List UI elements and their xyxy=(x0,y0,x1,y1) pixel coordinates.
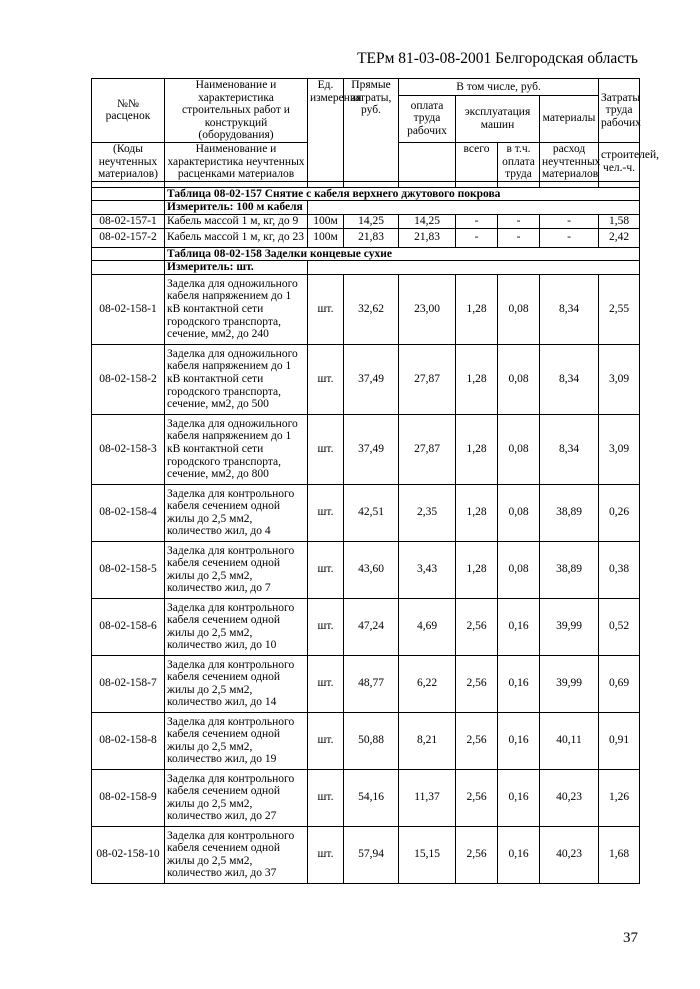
section-measure-row xyxy=(92,201,640,215)
header-code: №№ расценок xyxy=(92,79,165,143)
header-name: Наименование и характеристика строительных работ и конструкций (оборудования) xyxy=(165,79,308,143)
rate-code: 08-02-158-4 xyxy=(92,484,165,541)
rate-unit: шт. xyxy=(308,598,344,655)
page-number: 37 xyxy=(623,930,638,946)
header-unit: Ед. измерения xyxy=(308,79,344,182)
rate-unit: шт. xyxy=(308,344,344,414)
rate-direct-cost: 43,60 xyxy=(344,541,399,598)
rate-code: 08-02-158-9 xyxy=(92,769,165,826)
section-title: Таблица 08-02-157 Снятие с кабеля верхнего джутового покрова xyxy=(165,187,640,201)
rate-machines-pay: 0,16 xyxy=(498,769,540,826)
header-machines: эксплуатация машин xyxy=(456,95,540,142)
section-title-blank xyxy=(92,187,165,201)
rate-direct-cost: 42,51 xyxy=(344,484,399,541)
rate-labor: 2,42 xyxy=(599,228,640,247)
rate-code: 08-02-157-1 xyxy=(92,214,165,228)
rate-machines-pay: 0,08 xyxy=(498,484,540,541)
rate-direct-cost: 14,25 xyxy=(344,214,399,228)
rate-materials: - xyxy=(540,214,599,228)
table-row xyxy=(92,274,640,344)
rate-unit: шт. xyxy=(308,826,344,883)
rate-labor-pay: 6,22 xyxy=(399,655,456,712)
section-measure: Измеритель: шт. xyxy=(165,261,308,275)
rate-materials: - xyxy=(540,228,599,247)
rate-unit: шт. xyxy=(308,274,344,344)
rate-labor-pay: 21,83 xyxy=(399,228,456,247)
rate-labor: 3,09 xyxy=(599,414,640,484)
header-materials: материалы xyxy=(540,95,599,142)
rate-machines-pay: 0,16 xyxy=(498,826,540,883)
rate-machines-pay: 0,16 xyxy=(498,655,540,712)
header-mat-cons: расход неучтенных материалов xyxy=(540,142,599,181)
rate-name: Заделка для одножильного кабеля напряжением до 1 кВ контактной сети городского транспорта, сечение, мм2, до 500 xyxy=(165,344,308,414)
page-header: ТЕРм 81-03-08-2001 Белгородская область xyxy=(357,50,638,67)
rate-code: 08-02-158-6 xyxy=(92,598,165,655)
rate-machines-pay: 0,16 xyxy=(498,712,540,769)
rate-name: Заделка для одножильного кабеля напряжением до 1 кВ контактной сети городского транспорта, сечение, мм2, до 240 xyxy=(165,274,308,344)
header-mach-incl: в т.ч. оплата труда xyxy=(498,142,540,181)
rate-labor-pay: 27,87 xyxy=(399,414,456,484)
rate-materials: 40,23 xyxy=(540,769,599,826)
rate-labor-pay: 11,37 xyxy=(399,769,456,826)
section-measure-blank xyxy=(92,201,165,215)
rate-name: Кабель массой 1 м, кг, до 9 xyxy=(165,214,308,228)
rates-table xyxy=(91,78,659,884)
rate-labor: 0,52 xyxy=(599,598,640,655)
rate-name: Заделка для контрольного кабеля сечением одной жилы до 2,5 мм2, количество жил, до 37 xyxy=(165,826,308,883)
rate-labor-pay: 4,69 xyxy=(399,598,456,655)
rate-machines: 1,28 xyxy=(456,414,498,484)
rate-materials: 8,34 xyxy=(540,344,599,414)
header-code2: (Коды неучтенных материалов) xyxy=(92,142,165,181)
rate-labor-pay: 14,25 xyxy=(399,214,456,228)
rate-name: Заделка для контрольного кабеля сечением одной жилы до 2,5 мм2, количество жил, до 19 xyxy=(165,712,308,769)
rate-labor: 1,26 xyxy=(599,769,640,826)
rate-machines-pay: 0,08 xyxy=(498,414,540,484)
header-mach-total: всего xyxy=(456,142,498,181)
rate-unit: шт. xyxy=(308,414,344,484)
rate-labor-pay: 2,35 xyxy=(399,484,456,541)
rate-labor: 2,55 xyxy=(599,274,640,344)
section-title-row xyxy=(92,187,640,201)
rate-unit: шт. xyxy=(308,769,344,826)
rate-materials: 40,23 xyxy=(540,826,599,883)
rate-materials: 8,34 xyxy=(540,414,599,484)
rate-direct-cost: 50,88 xyxy=(344,712,399,769)
section-measure: Измеритель: 100 м кабеля xyxy=(165,201,308,215)
section-measure-fill xyxy=(308,261,640,275)
rate-code: 08-02-157-2 xyxy=(92,228,165,247)
rate-machines: 2,56 xyxy=(456,826,498,883)
rate-labor: 0,91 xyxy=(599,712,640,769)
rate-direct-cost: 37,49 xyxy=(344,344,399,414)
rate-materials: 39,99 xyxy=(540,655,599,712)
rate-materials: 39,99 xyxy=(540,598,599,655)
rate-code: 08-02-158-1 xyxy=(92,274,165,344)
table-row xyxy=(92,712,640,769)
rate-labor: 1,58 xyxy=(599,214,640,228)
header-labor2: строителей, чел.-ч. xyxy=(599,142,640,181)
rate-materials: 38,89 xyxy=(540,541,599,598)
header-name2: Наименование и характеристика неучтенных расценками материалов xyxy=(165,142,308,181)
table-row xyxy=(92,598,640,655)
rate-labor: 1,68 xyxy=(599,826,640,883)
rate-code: 08-02-158-5 xyxy=(92,541,165,598)
table-row xyxy=(92,769,640,826)
rate-labor: 0,26 xyxy=(599,484,640,541)
rate-direct-cost: 57,94 xyxy=(344,826,399,883)
rate-machines: - xyxy=(456,228,498,247)
header-direct: Прямые затраты, руб. xyxy=(344,79,399,182)
section-measure-fill xyxy=(308,201,640,215)
rate-machines: - xyxy=(456,214,498,228)
header-labor: Затраты труда рабочих xyxy=(599,79,640,143)
rate-machines-pay: 0,08 xyxy=(498,344,540,414)
table-row xyxy=(92,826,640,883)
rate-machines: 2,56 xyxy=(456,769,498,826)
rate-materials: 38,89 xyxy=(540,484,599,541)
rate-machines: 1,28 xyxy=(456,541,498,598)
rate-unit: шт. xyxy=(308,541,344,598)
rate-materials: 8,34 xyxy=(540,274,599,344)
rate-unit: 100м xyxy=(308,228,344,247)
table-row xyxy=(92,214,640,228)
table-row xyxy=(92,541,640,598)
rate-code: 08-02-158-2 xyxy=(92,344,165,414)
rate-machines-pay: 0,16 xyxy=(498,598,540,655)
rate-labor-pay: 3,43 xyxy=(399,541,456,598)
rate-code: 08-02-158-8 xyxy=(92,712,165,769)
section-title-row xyxy=(92,247,640,261)
rate-labor-pay: 23,00 xyxy=(399,274,456,344)
rate-machines: 2,56 xyxy=(456,598,498,655)
rate-machines: 1,28 xyxy=(456,344,498,414)
rate-direct-cost: 47,24 xyxy=(344,598,399,655)
rate-unit: шт. xyxy=(308,484,344,541)
rate-unit: шт. xyxy=(308,655,344,712)
section-title: Таблица 08-02-158 Заделки концевые сухие xyxy=(165,247,640,261)
rate-labor-pay: 8,21 xyxy=(399,712,456,769)
rate-direct-cost: 37,49 xyxy=(344,414,399,484)
rate-direct-cost: 32,62 xyxy=(344,274,399,344)
rate-name: Заделка для контрольного кабеля сечением одной жилы до 2,5 мм2, количество жил, до 14 xyxy=(165,655,308,712)
rate-machines-pay: 0,08 xyxy=(498,541,540,598)
rate-name: Заделка для контрольного кабеля сечением одной жилы до 2,5 мм2, количество жил, до 4 xyxy=(165,484,308,541)
rate-machines: 2,56 xyxy=(456,712,498,769)
rate-labor-pay: 15,15 xyxy=(399,826,456,883)
rate-direct-cost: 48,77 xyxy=(344,655,399,712)
rate-unit: 100м xyxy=(308,214,344,228)
rate-machines: 1,28 xyxy=(456,274,498,344)
section-title-blank xyxy=(92,247,165,261)
rate-name: Заделка для контрольного кабеля сечением одной жилы до 2,5 мм2, количество жил, до 27 xyxy=(165,769,308,826)
table-row xyxy=(92,655,640,712)
rate-code: 08-02-158-3 xyxy=(92,414,165,484)
rate-name: Заделка для контрольного кабеля сечением одной жилы до 2,5 мм2, количество жил, до 10 xyxy=(165,598,308,655)
section-measure-blank xyxy=(92,261,165,275)
rate-labor-pay: 27,87 xyxy=(399,344,456,414)
rate-labor: 0,69 xyxy=(599,655,640,712)
rate-name: Кабель массой 1 м, кг, до 23 xyxy=(165,228,308,247)
rate-labor: 0,38 xyxy=(599,541,640,598)
section-measure-row xyxy=(92,261,640,275)
rate-machines-pay: - xyxy=(498,214,540,228)
rate-machines: 2,56 xyxy=(456,655,498,712)
table-row xyxy=(92,414,640,484)
rate-machines-pay: 0,08 xyxy=(498,274,540,344)
table-row xyxy=(92,228,640,247)
header-incl: В том числе, руб. xyxy=(399,79,599,96)
rate-direct-cost: 54,16 xyxy=(344,769,399,826)
rate-name: Заделка для одножильного кабеля напряжением до 1 кВ контактной сети городского транспорта, сечение, мм2, до 800 xyxy=(165,414,308,484)
rate-machines-pay: - xyxy=(498,228,540,247)
rate-name: Заделка для контрольного кабеля сечением одной жилы до 2,5 мм2, количество жил, до 7 xyxy=(165,541,308,598)
header-labor-pay: оплата труда рабочих xyxy=(399,95,456,142)
rate-code: 08-02-158-10 xyxy=(92,826,165,883)
table-row xyxy=(92,344,640,414)
rate-labor: 3,09 xyxy=(599,344,640,414)
rate-direct-cost: 21,83 xyxy=(344,228,399,247)
rate-machines: 1,28 xyxy=(456,484,498,541)
table-row xyxy=(92,484,640,541)
rate-code: 08-02-158-7 xyxy=(92,655,165,712)
rate-materials: 40,11 xyxy=(540,712,599,769)
header-labor-pay-blank xyxy=(399,142,456,181)
rate-unit: шт. xyxy=(308,712,344,769)
